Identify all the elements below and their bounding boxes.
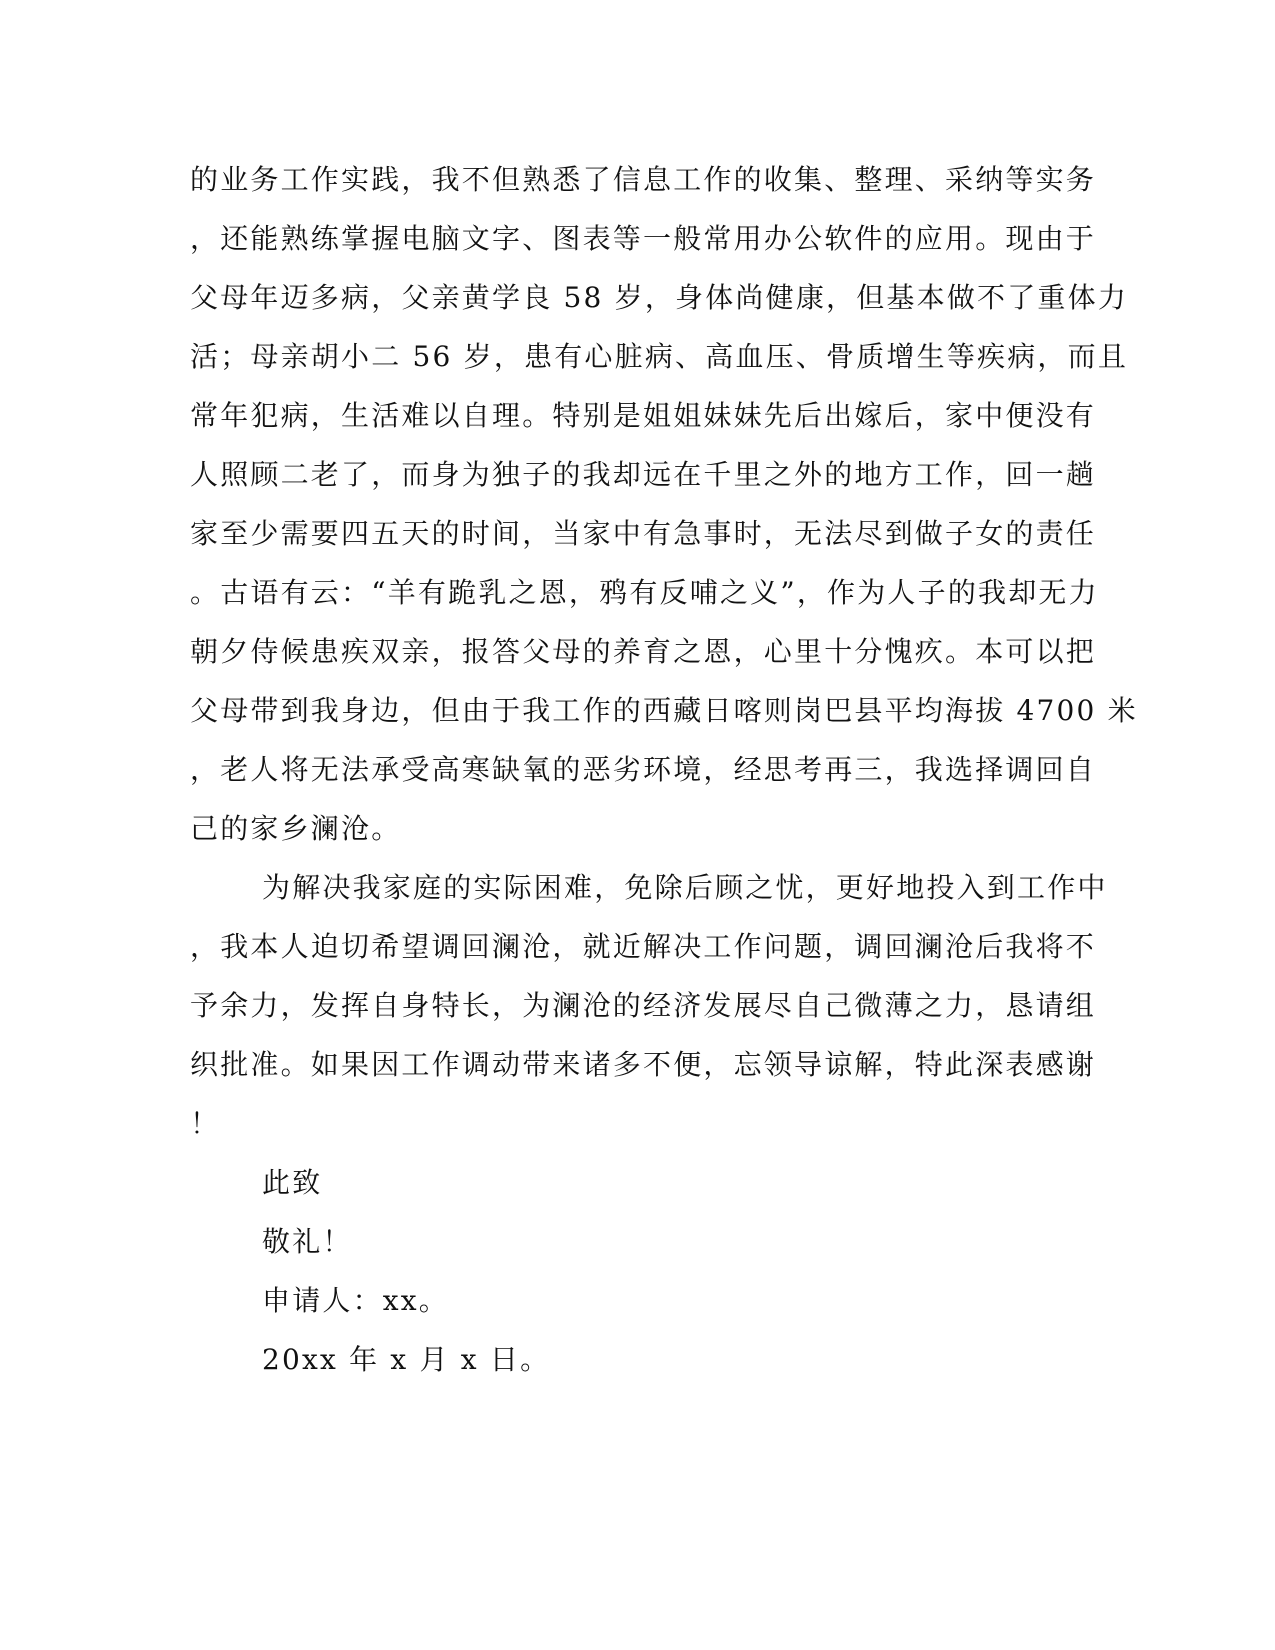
body-line: 为解决我家庭的实际困难，免除后顾之忧，更好地投入到工作中	[262, 871, 1108, 904]
application-date: 20xx 年 x 月 x 日。	[262, 1343, 551, 1376]
body-line: ，老人将无法承受高寒缺氧的恶劣环境，经思考再三，我选择调回自	[190, 753, 1097, 786]
body-line: 活；母亲胡小二 56 岁，患有心脏病、高血压、骨质增生等疾病，而且	[190, 340, 1129, 373]
body-line: 。古语有云：“羊有跪乳之恩，鸦有反哺之义”，作为人子的我却无力	[190, 576, 1099, 609]
body-line: 父母年迈多病，父亲黄学良 58 岁，身体尚健康，但基本做不了重体力	[190, 281, 1129, 314]
body-line: 人照顾二老了，而身为独子的我却远在千里之外的地方工作，回一趟	[190, 458, 1097, 491]
body-line: ，我本人迫切希望调回澜沧，就近解决工作问题，调回澜沧后我将不	[190, 930, 1097, 963]
body-line: ！	[190, 1107, 221, 1140]
body-line: 家至少需要四五天的时间，当家中有急事时，无法尽到做子女的责任	[190, 517, 1097, 550]
applicant-signature: 申请人：xx。	[262, 1284, 449, 1317]
body-line: ，还能熟练掌握电脑文字、图表等一般常用办公软件的应用。现由于	[190, 222, 1097, 255]
body-line: 常年犯病，生活难以自理。特别是姐姐妹妹先后出嫁后，家中便没有	[190, 399, 1097, 432]
salutation-jingli: 敬礼！	[262, 1225, 353, 1258]
body-line: 朝夕侍候患疾双亲，报答父母的养育之恩，心里十分愧疚。本可以把	[190, 635, 1097, 668]
salutation-cizhi: 此致	[262, 1166, 323, 1199]
body-line: 的业务工作实践，我不但熟悉了信息工作的收集、整理、采纳等实务	[190, 163, 1097, 196]
body-line: 父母带到我身边，但由于我工作的西藏日喀则岗巴县平均海拔 4700 米	[190, 694, 1138, 727]
body-line: 织批准。如果因工作调动带来诸多不便，忘领导谅解，特此深表感谢	[190, 1048, 1097, 1081]
body-line: 己的家乡澜沧。	[190, 812, 402, 845]
body-line: 予余力，发挥自身特长，为澜沧的经济发展尽自己微薄之力，恳请组	[190, 989, 1097, 1022]
